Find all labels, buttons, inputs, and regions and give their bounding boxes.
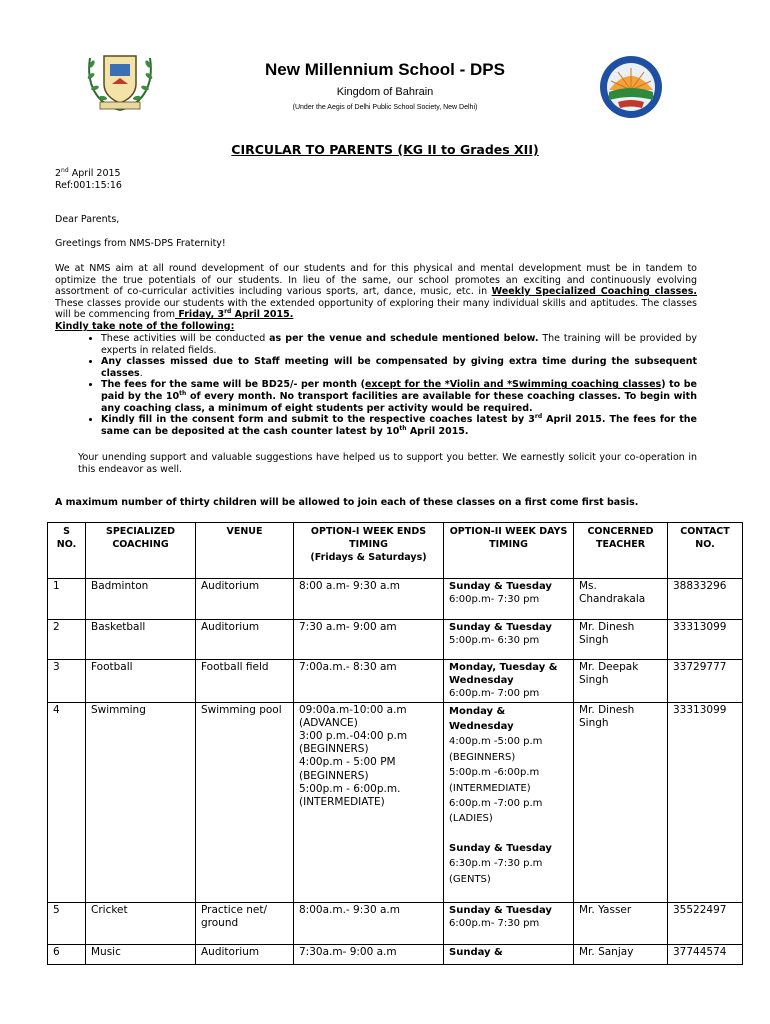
cell-option-2: Monday, Tuesday & Wednesday 6:00p.m- 7:00 pm xyxy=(444,660,574,703)
note-item: • The fees for the same will be BD25/- per month (except for the *Violin and *Swimming coaching classes) to be paid by the 10th of every month. No transport facilities are available for these coaching classes. To begin with any coaching class, a minimum of eight students per activity would be required. xyxy=(101,379,697,414)
cell-teacher: Mr. Dinesh Singh xyxy=(574,702,668,902)
school-name: New Millennium School - DPS xyxy=(265,60,505,79)
cell-coaching: Basketball xyxy=(86,620,196,660)
cell-option-2: Sunday & Tuesday 6:00p.m- 7:30 pm xyxy=(444,902,574,944)
header-contact: CONTACT NO. xyxy=(668,523,743,579)
cell-coaching: Football xyxy=(86,660,196,703)
cell-venue: Swimming pool xyxy=(196,702,294,902)
weekly-coaching-link-text: Weekly Specialized Coaching classes. xyxy=(491,286,697,298)
cell-option-1: 7:30a.m- 9:00 a.m xyxy=(294,944,444,964)
header-sno: S NO. xyxy=(48,523,86,579)
cell-teacher: Mr. Deepak Singh xyxy=(574,660,668,703)
circular-date: 2nd April 2015 xyxy=(55,166,121,179)
cell-option-2: Sunday & Tuesday 6:00p.m- 7:30 pm xyxy=(444,579,574,620)
cell-option-1: 7:00a.m.- 8:30 am xyxy=(294,660,444,703)
cell-sno: 3 xyxy=(48,660,86,703)
cell-contact: 38833296 xyxy=(668,579,743,620)
max-students-note: A maximum number of thirty children will be allowed to join each of these classes on a first come first basis. xyxy=(55,497,639,508)
header-coaching: SPECIALIZED COACHING xyxy=(86,523,196,579)
note-heading: Kindly take note of the following: xyxy=(55,321,235,332)
cell-option-1: 09:00a.m-10:00 a.m (ADVANCE) 3:00 p.m.-04:00 p.m (BEGINNERS) 4:00p.m - 5:00 PM (BEGINNERS) 5:00p.m - 6:00p.m. (INTERMEDIATE) xyxy=(294,702,444,902)
cell-contact: 33313099 xyxy=(668,702,743,902)
cell-coaching: Cricket xyxy=(86,902,196,944)
cell-option-2: Sunday & Tuesday 5:00p.m- 6:30 pm xyxy=(444,620,574,660)
header-option-2: OPTION-II WEEK DAYS TIMING xyxy=(444,523,574,579)
cell-venue: Practice net/ ground xyxy=(196,902,294,944)
cell-contact: 33729777 xyxy=(668,660,743,703)
note-item: • Any classes missed due to Staff meeting will be compensated by giving extra time during the subsequent classes. xyxy=(101,356,697,379)
cell-coaching: Music xyxy=(86,944,196,964)
cell-sno: 6 xyxy=(48,944,86,964)
table-row xyxy=(48,944,743,964)
table-row xyxy=(48,620,743,660)
table-row xyxy=(48,660,743,703)
salutation: Dear Parents, xyxy=(55,214,120,225)
table-header-row xyxy=(48,523,743,579)
cell-coaching: Swimming xyxy=(86,702,196,902)
notes-list xyxy=(55,333,697,437)
cell-sno: 4 xyxy=(48,702,86,902)
commencement-date: Friday, 3rd April 2015. xyxy=(175,308,294,321)
cell-teacher: Mr. Sanjay xyxy=(574,944,668,964)
greeting: Greetings from NMS-DPS Fraternity! xyxy=(55,238,226,249)
cell-coaching: Badminton xyxy=(86,579,196,620)
cell-teacher: Ms. Chandrakala xyxy=(574,579,668,620)
header-teacher: CONCERNED TEACHER xyxy=(574,523,668,579)
cell-contact: 37744574 xyxy=(668,944,743,964)
cell-venue: Football field xyxy=(196,660,294,703)
cell-contact: 33313099 xyxy=(668,620,743,660)
circular-title: CIRCULAR TO PARENTS (KG II to Grades XII) xyxy=(231,142,539,157)
cell-option-1: 8:00 a.m- 9:30 a.m xyxy=(294,579,444,620)
note-item: • These activities will be conducted as per the venue and schedule mentioned below. The training will be provided by experts in related fields. xyxy=(101,333,697,356)
intro-paragraph: We at NMS aim at all round development of our students and for this physical and mental development must be in tandem to optimize the true potentials of our students. In lieu of the same, our school promotes an exciting and continuously evolving assortment of co-curricular activities including various sports, art, dance, music, etc. in Weekly Specialized Coaching classes. These classes provide our students with the extended opportunity of exploring their many individual skills and aptitudes. The classes will be commencing from Friday, 3rd April 2015. xyxy=(55,263,697,321)
table-row xyxy=(48,579,743,620)
cell-option-1: 8:00a.m.- 9:30 a.m xyxy=(294,902,444,944)
circular-ref: Ref:001:15:16 xyxy=(55,180,122,191)
cell-option-2: Sunday & xyxy=(444,944,574,964)
table-row xyxy=(48,902,743,944)
cell-contact: 35522497 xyxy=(668,902,743,944)
cell-option-2: Monday & Wednesday 4:00p.m -5:00 p.m (BEGINNERS) 5:00p.m -6:00p.m (INTERMEDIATE) 6:00p.m -7:00 p.m (LADIES) Sunday & Tuesday 6:30p.m -7:30 p.m (GENTS) xyxy=(444,702,574,902)
cell-venue: Auditorium xyxy=(196,620,294,660)
cell-sno: 5 xyxy=(48,902,86,944)
cell-sno: 2 xyxy=(48,620,86,660)
school-affiliation: (Under the Aegis of Delhi Public School Society, New Delhi) xyxy=(292,104,478,111)
school-location: Kingdom of Bahrain xyxy=(336,86,434,98)
support-paragraph: Your unending support and valuable suggestions have helped us to support you better. We earnestly solicit your co-operation in this endeavor as well. xyxy=(78,452,697,475)
table-row xyxy=(48,702,743,902)
note-item: • Kindly fill in the consent form and submit to the respective coaches latest by 3rd April 2015. The fees for the same can be deposited at the cash counter latest by 10th April 2015. xyxy=(101,414,697,437)
cell-venue: Auditorium xyxy=(196,579,294,620)
coaching-schedule-table xyxy=(47,522,743,965)
cell-teacher: Mr. Yasser xyxy=(574,902,668,944)
cell-sno: 1 xyxy=(48,579,86,620)
header-option-1: OPTION-I WEEK ENDS TIMING (Fridays & Saturdays) xyxy=(294,523,444,579)
cell-teacher: Mr. Dinesh Singh xyxy=(574,620,668,660)
header-venue: VENUE xyxy=(196,523,294,579)
cell-venue: Auditorium xyxy=(196,944,294,964)
cell-option-1: 7:30 a.m- 9:00 am xyxy=(294,620,444,660)
